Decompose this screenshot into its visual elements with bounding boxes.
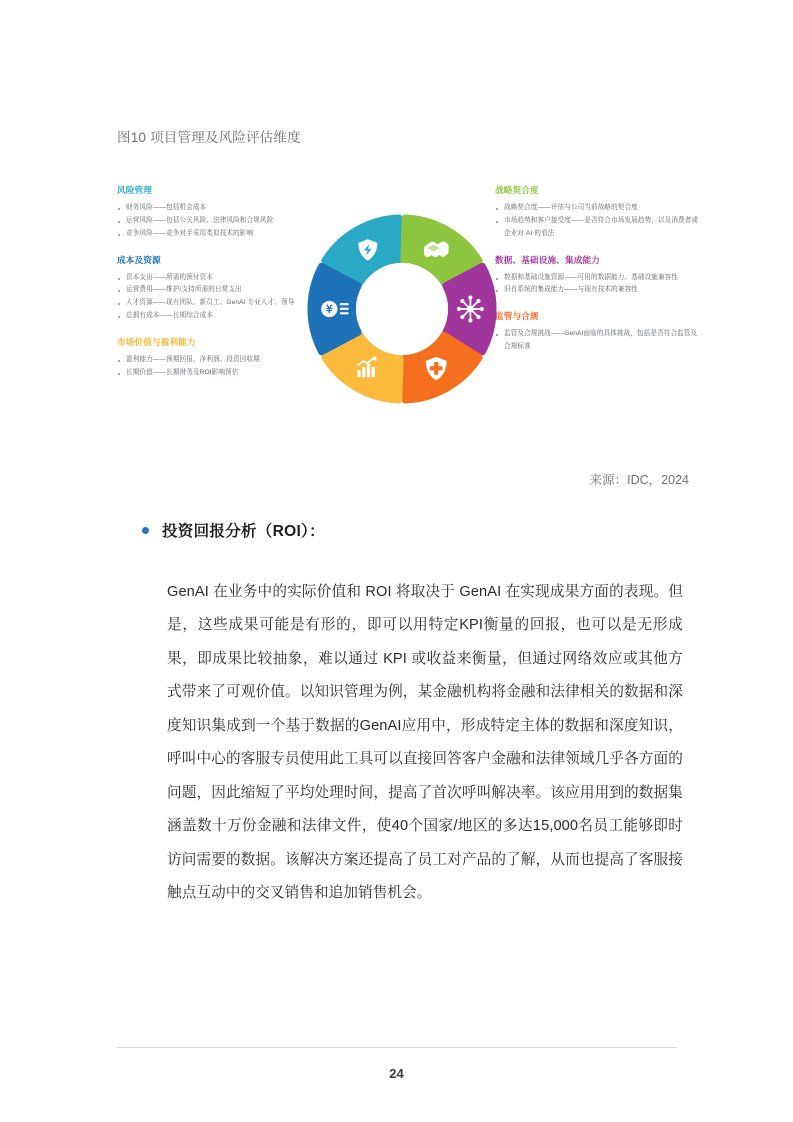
list-item: 人才资源——现有团队、新员工、GenAI 专业人才、领导 [117,297,322,310]
roi-section-heading [142,519,325,541]
list-item: 监管及合规挑战——GenAI面临的具体挑战，包括是否符合监管及合规标准 [495,328,700,354]
group-data-infrastructure [495,254,700,298]
group-market-value [117,336,322,380]
list-item: 运营费用——维护/支持所需的日常支出 [117,284,322,297]
footer-divider [117,1047,677,1048]
group-title-regulatory-compliance: 监管与合规 [495,311,539,322]
list-item: 市场趋势和客户接受度——是否符合市场发展趋势，以及消费者或企业对 AI 的看法 [495,215,700,241]
list-item: 运营风险——包括公关风险、法律风险和合规风险 [117,215,322,228]
bullet-dot-icon [142,527,149,534]
group-cost-resource [117,254,322,323]
list-item: 资本支出——所需的预付资本 [117,272,322,285]
list-item: 盈利能力——预期回报、净利润、投资回收期 [117,354,322,367]
group-title-strategic-fit: 战略契合度 [495,185,539,195]
group-title-data-infrastructure: 数据、基础设施、集成能力 [495,254,600,265]
figure-source: 来源：IDC，2024 [589,473,689,487]
group-title-risk-management: 风险管理 [117,185,152,195]
group-title-cost-resource: 成本及资源 [117,254,161,265]
figure-10-diagram [117,178,699,453]
bullet-list-cost-resource [117,272,322,323]
roi-heading-label: 投资回报分析（ROI）： [162,523,325,540]
donut-wheel [307,214,497,404]
bullet-list-risk-management [117,202,322,241]
bullet-list-regulatory-compliance [495,328,700,354]
group-title-market-value: 市场价值与盈利能力 [117,336,196,347]
network-node-icon [457,296,484,323]
list-item: 长期价值——长期财务及ROI影响预估 [117,367,322,380]
bullet-list-market-value [117,354,322,380]
roi-body-paragraph: GenAI 在业务中的实际价值和 ROI 将取决于 GenAI 在实现成果方面的表现。但是，这些成果可能是有形的，即可以用特定KPI衡量的回报，也可以是无形成果，即成果比较抽象，难以通过 KPI 或收益来衡量，但通过网络效应或其他方式带来了可观价值。以知识管理为例，某金融机构将金融和法律相关的数据和深度知识集成到一个基于数据的GenAI应用中，形成特定主体的数据和深度知识，呼叫中心的客服专员使用此工具可以直接回答客户金融和法律领域几乎各方面的问题，因此缩短了平均处理时间，提高了首次呼叫解决率。该应用用到的数据集涵盖数十万份金融和法律文件，使40个国家/地区的多达15,000名员工能够即时访问需要的数据。该解决方案还提高了员工对产品的了解，从而也提高了客服接触点互动中的交叉销售和追加销售机会。 [167,583,683,902]
figure-left-column [117,184,322,380]
page-number: 24 [389,1066,404,1081]
group-strategic-fit [495,184,700,241]
bullet-list-data-infrastructure [495,272,700,298]
list-item: 战略契合度——评估与公司当前战略的契合度 [495,202,700,215]
list-item: 旧有系统的集成能力——与现有技术的兼容性 [495,284,700,297]
list-item: 数据和基础设施资源——可用的数据能力、基础设施兼容性 [495,272,700,285]
group-risk-management [117,184,322,241]
list-item: 财务风险——包括机会成本 [117,202,322,215]
list-item: 总拥有成本——长期综合成本 [117,310,322,323]
bullet-list-strategic-fit [495,202,700,241]
list-item: 竞争风险——竞争对手采用类似技术的影响 [117,228,322,241]
figure-right-column [495,184,700,354]
figure-caption: 图10 项目管理及风险评估维度 [117,130,301,145]
group-regulatory-compliance [495,310,700,354]
